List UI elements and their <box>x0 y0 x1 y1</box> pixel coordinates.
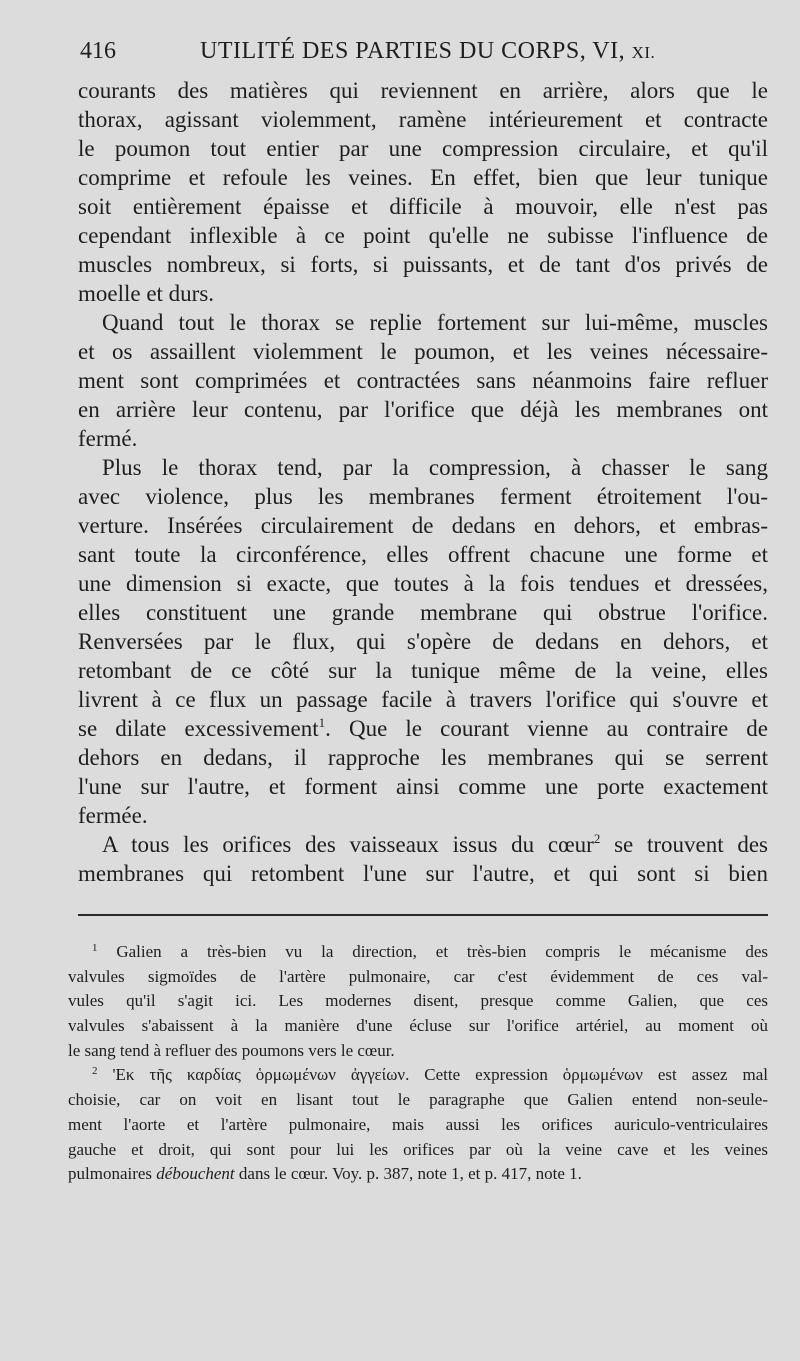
text-line: ment sont comprimées et contractées sans néanmoins faire refluer <box>78 368 768 393</box>
text-line: retombant de ce côté sur la tunique même de la veine, elles <box>78 658 768 683</box>
page-number: 416 <box>80 38 116 64</box>
text-line: livrent à ce flux un passage facile à travers l'orifice qui s'ouvre et <box>78 687 768 712</box>
text-line: cependant inflexible à ce point qu'elle ne subisse l'influence de <box>78 223 768 248</box>
text-line: moelle et durs. <box>78 281 215 306</box>
text-line: et os assaillent violemment le poumon, et les veines nécessaire- <box>78 339 768 364</box>
text-line: le poumon tout entier par une compression circulaire, et qu'il <box>78 136 768 161</box>
footnote-1-line: vules qu'il s'agit ici. Les modernes disent, presque comme Galien, que ces <box>68 991 768 1011</box>
footnote-1-line: le sang tend à refluer des poumons vers le cœur. <box>68 1040 395 1060</box>
footnotes <box>68 940 768 1187</box>
footnote-ref-1: 1 <box>318 715 326 730</box>
text-line: courants des matières qui reviennent en arrière, alors que le <box>78 78 768 103</box>
running-title: UTILITÉ DES PARTIES DU CORPS, VI, XI. <box>200 38 656 64</box>
footnote-2-line: ment l'aorte et l'artère pulmonaire, mais aussi les orifices auriculo-ventriculaires <box>68 1114 768 1134</box>
text-line: soit entièrement épaisse et difficile à mouvoir, elle n'est pas <box>78 194 768 219</box>
page-header <box>80 38 770 70</box>
footnote-1-line: valvules s'abaissent à la manière d'une écluse sur l'orifice artériel, au moment où <box>68 1016 768 1036</box>
footnote-1-line: $^1$ Galien a très-bien vu la direction, et très-bien compris le mécanisme des <box>92 942 768 961</box>
footnote-2-line: pulmonaires débouchent dans le cœur. Voy. p. 387, note 1, et p. 417, note 1. <box>68 1164 582 1184</box>
text-line: une dimension si exacte, que toutes à la fois tendues et dressées, <box>78 571 768 596</box>
text-line: fermé. <box>78 426 138 451</box>
text-line: fermée. <box>78 803 148 828</box>
footnote-ref-2: 2 <box>593 831 601 846</box>
text-line: Renversées par le flux, qui s'opère de dedans en dehors, et <box>78 629 768 654</box>
italic-word: débouchent <box>156 1164 235 1184</box>
text-line: muscles nombreux, si forts, si puissants, et de tant d'os privés de <box>78 252 768 277</box>
text-line: sant toute la circonférence, elles offrent chacune une forme et <box>78 542 768 567</box>
text-line: membranes qui retombent l'une sur l'autre, et qui sont si bien <box>78 861 768 886</box>
text-line: elles constituent une grande membrane qui obstrue l'orifice. <box>78 600 768 625</box>
footnote-2-line: choisie, car on voit en lisant tout le paragraphe que Galien entend non-seule- <box>68 1090 768 1110</box>
text-line: dehors en dedans, il rapproche les membranes qui se serrent <box>78 745 768 770</box>
footnote-divider <box>78 914 768 916</box>
text-line: en arrière leur contenu, par l'orifice que déjà les membranes ont <box>78 397 768 422</box>
text-line: A tous les orifices des vaisseaux issus du cœur$^2$ se trouvent des <box>102 831 769 857</box>
footnote-1-mark: 1 <box>92 942 98 954</box>
footnote-2-mark: 2 <box>92 1065 98 1078</box>
footnote-2-line: $^2$ 'Εκ τῆς καρδίας ὁρμωμένων ἀγγείων. Cette expression ὁρμωμένων est assez mal <box>92 1065 768 1085</box>
text-line: verture. Insérées circulairement de dedans en dehors, et embras- <box>78 513 768 538</box>
text-line: se dilate excessivement$^1$. Que le courant vienne au contraire de <box>78 715 768 741</box>
text-line: comprime et refoule les veines. En effet, bien que leur tunique <box>78 165 768 190</box>
footnote-2-line: gauche et droit, qui sont pour lui les orifices par où la veine cave et les veines <box>68 1139 768 1159</box>
text-line: Plus le thorax tend, par la compression, à chasser le sang <box>102 455 768 480</box>
text-line: thorax, agissant violemment, ramène intérieurement et contracte <box>78 107 768 132</box>
chapter-number: XI. <box>631 43 656 62</box>
text-line: l'une sur l'autre, et forment ainsi comme une porte exactement <box>78 774 768 799</box>
text-line: Quand tout le thorax se replie fortement sur lui-même, muscles <box>102 310 768 335</box>
main-text <box>78 76 768 888</box>
footnote-1-line: valvules sigmoïdes de l'artère pulmonaire, car c'est évidemment de ces val- <box>68 966 768 986</box>
text-line: avec violence, plus les membranes ferment étroitement l'ou- <box>78 484 768 509</box>
